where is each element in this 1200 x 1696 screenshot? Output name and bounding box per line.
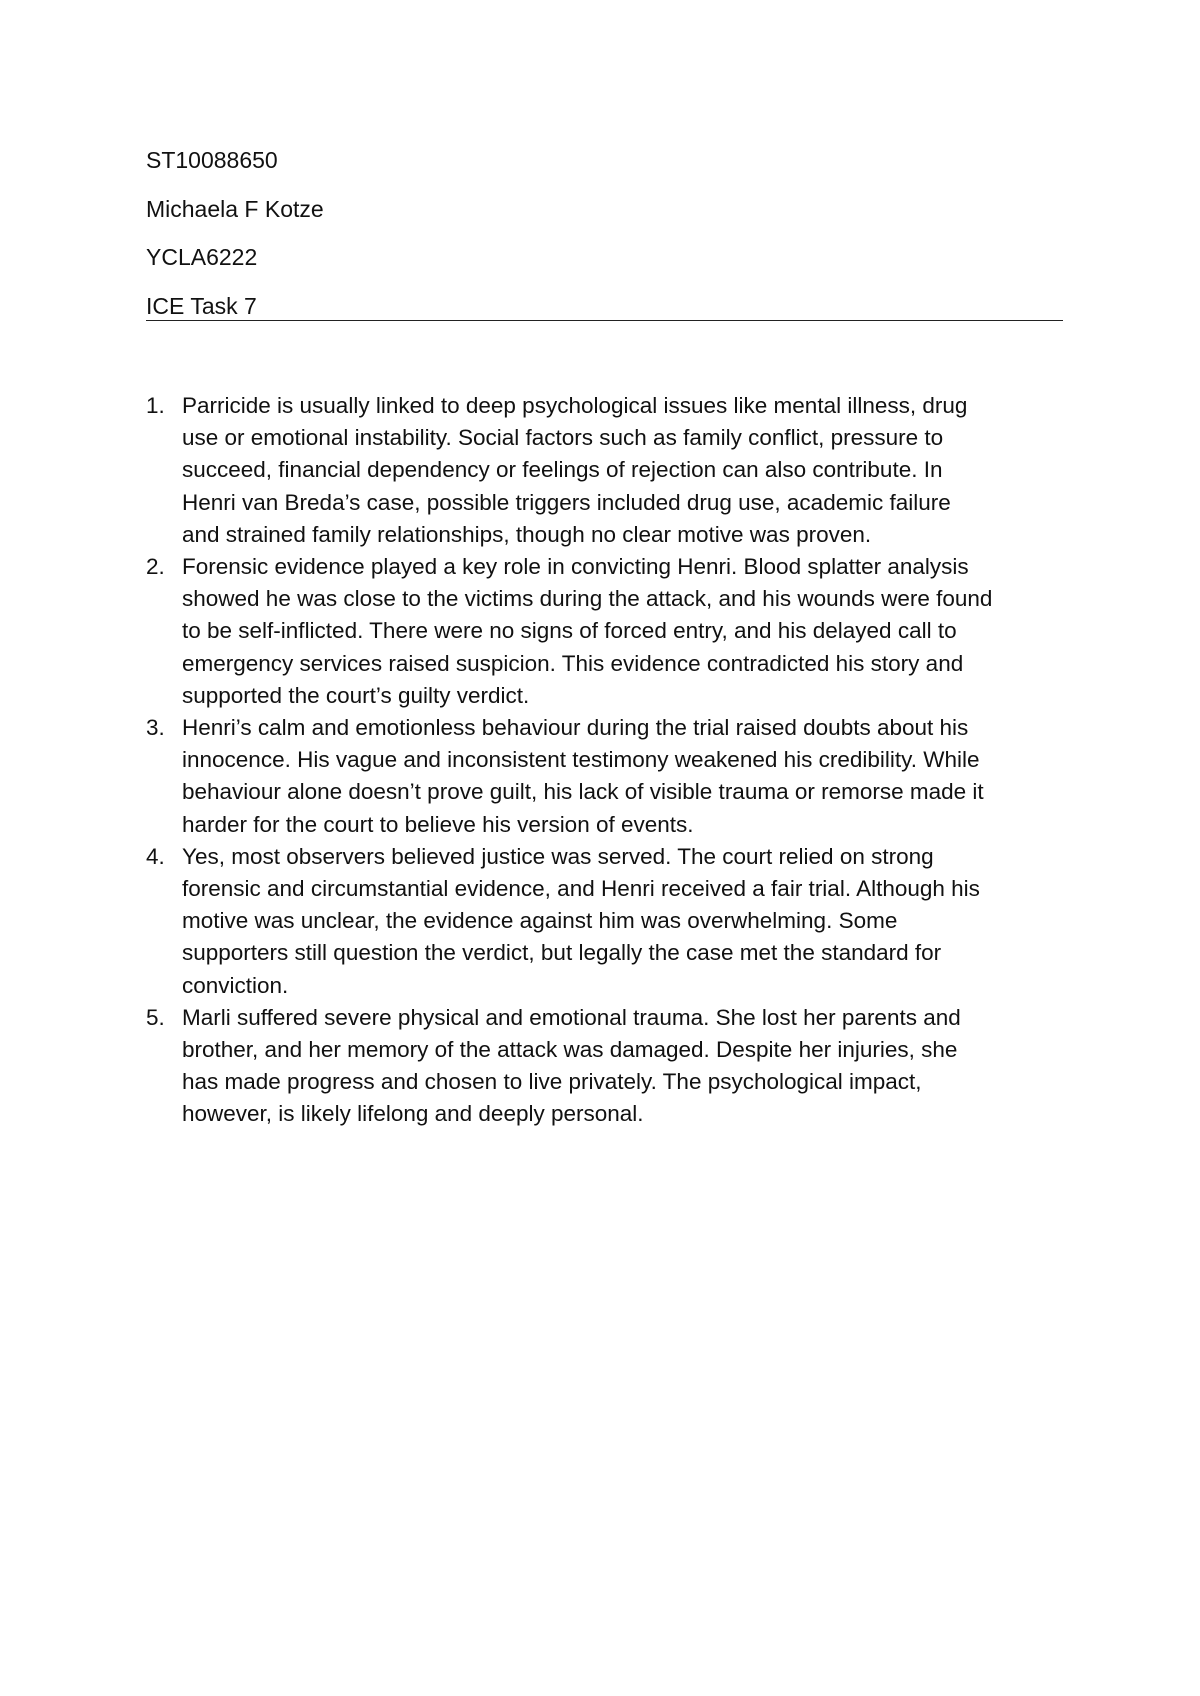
answer-line: harder for the court to believe his version of events. [182,811,694,837]
answer-number: 3. [146,715,165,741]
answer-item [146,712,1076,841]
answer-line: Henri’s calm and emotionless behaviour during the trial raised doubts about his [182,715,969,741]
student-number: ST10088650 [146,147,278,173]
answer-number: 2. [146,554,165,580]
answer-line: supporters still question the verdict, but legally the case met the standard for [182,940,942,966]
answer-line: emergency services raised suspicion. This evidence contradicted his story and [182,650,964,676]
answer-number: 1. [146,393,165,418]
answer-line: Henri van Breda’s case, possible triggers included drug use, academic failure [182,489,951,515]
answer-line: brother, and her memory of the attack was damaged. Despite her injuries, she [182,1037,958,1063]
answer-list [146,390,1076,1131]
answer-item [146,841,1076,1002]
answer-line: and strained family relationships, though no clear motive was proven. [182,521,872,547]
answer-text [182,551,1076,712]
module-code: YCLA6222 [146,244,258,270]
answer-text [182,1002,1076,1131]
answer-line: Parricide is usually linked to deep psychological issues like mental illness, drug [182,393,968,418]
answer-line: Marli suffered severe physical and emotional trauma. She lost her parents and [182,1004,961,1030]
answer-line: has made progress and chosen to live privately. The psychological impact, [182,1069,922,1095]
answer-line: showed he was close to the victims during the attack, and his wounds were found [182,586,993,612]
answer-line: innocence. His vague and inconsistent testimony weakened his credibility. While [182,747,980,773]
answer-line: Yes, most observers believed justice was served. The court relied on strong [182,843,934,869]
document-header [146,146,1063,320]
student-name: Michaela F Kotze [146,195,324,222]
answer-line: forensic and circumstantial evidence, and Henri received a fair trial. Although his [182,876,980,902]
answer-line: use or emotional instability. Social factors such as family conflict, pressure to [182,425,944,451]
answer-line: to be self-inflicted. There were no signs of forced entry, and his delayed call to [182,618,957,644]
answer-text [182,390,1076,551]
answer-number: 4. [146,843,165,869]
answer-item [146,390,1076,551]
answer-item [146,1002,1076,1131]
answer-line: Forensic evidence played a key role in convicting Henri. Blood splatter analysis [182,554,969,580]
answer-line: succeed, financial dependency or feelings of rejection can also contribute. In [182,457,943,483]
answer-number: 5. [146,1004,165,1030]
header-divider [146,320,1063,321]
answer-text [182,712,1076,841]
task-title: ICE Task 7 [146,292,257,319]
answer-line: motive was unclear, the evidence against him was overwhelming. Some [182,908,898,934]
answer-line: conviction. [182,972,289,998]
answer-item [146,551,1076,712]
answer-text [182,841,1076,1002]
answer-line: supported the court’s guilty verdict. [182,682,530,708]
answer-line: behaviour alone doesn’t prove guilt, his lack of visible trauma or remorse made it [182,779,984,805]
answer-line: however, is likely lifelong and deeply personal. [182,1101,644,1127]
